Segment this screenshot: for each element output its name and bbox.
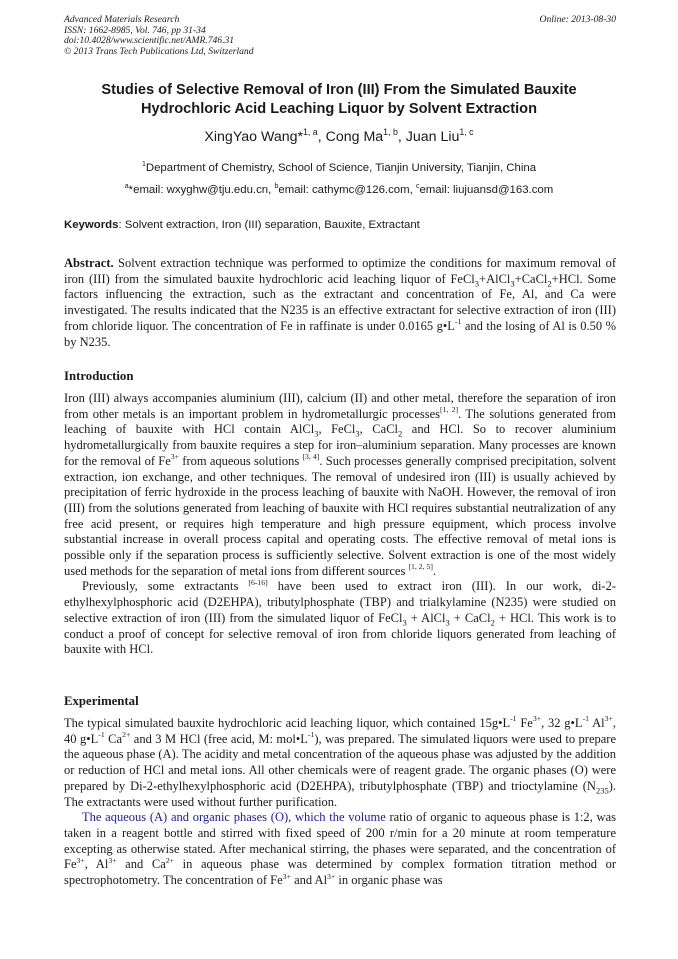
text-run: from aqueous solutions bbox=[179, 453, 303, 468]
text-run: have been used to extract iron (III). In our work, di-2-ethylhexylphosphoric acid (D2EHPA), tributylphosphate (TBP) and trialkylamine (N235) were studied on selective extraction of iron (III) from the simulated liquor of FeCl bbox=[64, 579, 616, 625]
text-run: + AlCl bbox=[406, 610, 446, 625]
superscript: 3+ bbox=[170, 452, 180, 462]
subscript: 3 bbox=[314, 428, 319, 439]
text-run: The typical simulated bauxite hydrochloric acid leaching liquor, which contained 15g•L bbox=[64, 716, 511, 730]
subscript: 2 bbox=[398, 428, 403, 439]
text-run: Fe bbox=[516, 716, 533, 730]
section-heading-experimental: Experimental bbox=[64, 694, 139, 708]
text-run: and Ca bbox=[116, 857, 166, 872]
keywords bbox=[64, 219, 616, 231]
text-run: . The solutions generated from leaching of bauxite with HCl contain AlCl bbox=[64, 406, 616, 437]
citation: [1, 2, 5] bbox=[408, 562, 434, 572]
author-2-affil: 1, b bbox=[383, 126, 398, 137]
email-marker-a: a bbox=[124, 182, 129, 190]
text-run: Iron (III) always accompanies aluminium (III), calcium (II) and other metal, therefore the separation of iron from other metals is an important problem in hydrometallurgic processes bbox=[64, 391, 616, 421]
superscript: 3+ bbox=[604, 714, 613, 724]
citation: [6-16] bbox=[248, 577, 268, 587]
author-2: Cong Ma bbox=[325, 129, 384, 145]
text-run: in aqueous phase was determined by complex formation titration method or spectrophotometry. The concentration of Fe bbox=[64, 857, 616, 888]
text-run: ). The extractants were used without further purification. bbox=[64, 778, 616, 809]
text-run: Ca bbox=[104, 731, 123, 746]
abstract-text: +HCl. Some factors influencing the extraction, such as the extractant and concentration of Fe, Al, and Ca were investigated. The results indicated that the N235 is an effective extractant for selective extraction of iron (III) from chloride liquor. The concentration of Fe in raffinate is under 0.0165 g•L bbox=[64, 271, 616, 333]
text-run: and Al bbox=[290, 873, 328, 888]
author-list bbox=[60, 126, 618, 145]
superscript: 3+ bbox=[108, 855, 117, 865]
author-separator: , bbox=[317, 129, 326, 145]
citation: [3, 4] bbox=[302, 452, 320, 462]
subscript: 3 bbox=[402, 617, 407, 628]
text-run: ratio of organic to aqueous phase is 1:2, was taken in a reagent bottle and stirred with fixed speed of 200 r/min for a 20 minute at room temperature excepting as otherwise stated. After mechanical stirring, the phases were separated, and the concentration of Fe bbox=[64, 810, 616, 872]
abstract-text: +CaCl bbox=[514, 271, 548, 286]
keywords-text: : Solvent extraction, Iron (III) separation, Bauxite, Extractant bbox=[118, 219, 420, 231]
text-run: . Such processes generally comprised precipitation, solvent extraction, ion exchange, and other techniques. The removal of undesired iron (III) is usually achieved by precipitation of ferric hydroxide in the process leaching of bauxite with NaOH. However, the removal of iron (III) from the solutions generated from leaching of bauxite with HCl requires substantial neutralization of any free acid present, or requires high temperature and high pressure equipment, which process involve substantial increase in overall process capital and operating costs. The effective removal of metal ions is possible only if the separation process is sufficiently selective. Solvent extraction is one of the most widely used methods for the separation of metal ions from different sources bbox=[64, 453, 616, 578]
superscript: -1 bbox=[510, 714, 517, 724]
abstract-label: Abstract. bbox=[64, 256, 114, 270]
subscript: 2 bbox=[490, 617, 495, 628]
text-run: + CaCl bbox=[449, 610, 491, 625]
subscript: 3 bbox=[474, 278, 480, 289]
affiliation bbox=[60, 162, 618, 174]
citation: [1, 2] bbox=[440, 405, 459, 415]
abstract-text: and the losing of Al is 0.50 % by N235. bbox=[64, 318, 616, 349]
email-2: email: cathymc@126.com, bbox=[278, 184, 416, 196]
intro-paragraph-2 bbox=[64, 579, 616, 658]
text-run: and 3 M HCl (free acid, M: mol•L bbox=[130, 731, 308, 746]
subscript: 235 bbox=[595, 785, 609, 796]
abstract-text: +AlCl bbox=[479, 271, 511, 286]
text-run: The aqueous (A) and organic phases (O), which the bbox=[82, 810, 349, 825]
text-run: Al bbox=[589, 716, 605, 730]
affiliation-text: Department of Chemistry, School of Science, Tianjin University, Tianjin, China bbox=[145, 162, 537, 174]
superscript: 3+ bbox=[327, 871, 336, 881]
superscript: 2+ bbox=[122, 730, 131, 740]
author-3: Juan Liu bbox=[405, 129, 460, 145]
intro-paragraph-1 bbox=[64, 391, 616, 579]
superscript: -1 bbox=[98, 730, 105, 740]
author-1: XingYao Wang* bbox=[204, 129, 304, 145]
paper-title bbox=[60, 81, 618, 119]
author-separator: , bbox=[397, 129, 406, 145]
subscript: 2 bbox=[547, 278, 552, 289]
issn-line: ISSN: 1662-8985, Vol. 746, pp 31-34 bbox=[64, 24, 206, 36]
superscript: -1 bbox=[582, 714, 590, 724]
subscript: 3 bbox=[355, 428, 360, 439]
superscript: 2+ bbox=[165, 855, 174, 865]
superscript: 3+ bbox=[76, 855, 85, 865]
text-run: , 40 g•L bbox=[64, 716, 617, 746]
exp-paragraph-1 bbox=[64, 716, 616, 810]
email-3: email: liujuansd@163.com bbox=[419, 184, 554, 196]
journal-name: Advanced Materials Research bbox=[64, 14, 180, 25]
subscript: 3 bbox=[445, 617, 450, 628]
text-run: ), was prepared. The simulated liquors were used to prepare the aqueous phase (A). The acidity and metal concentration of the aqueous phase was adjusted by the addition or reduction of HCl and metal ions. All other chemicals were of reagent grade. The organic phases (O) were prepared by Di-2-ethylhexylphosphoric acid (D2EHPA), tributylphosphate (TBP) and trioctylamine (N bbox=[64, 731, 617, 793]
text-run: , Al bbox=[84, 857, 109, 872]
superscript: -1 bbox=[454, 317, 462, 327]
introduction-body bbox=[64, 391, 616, 658]
author-1-affil: 1, a bbox=[303, 126, 318, 137]
text-run: Previously, some extractants bbox=[82, 579, 249, 594]
text-run: , 32 g•L bbox=[541, 716, 583, 730]
text-run: in organic phase was bbox=[335, 873, 443, 888]
text-run: volume bbox=[348, 810, 386, 825]
text-run: + HCl. This work is to conduct a proof of concept for selective removal of iron from chloride liquors generated from leaching of bauxite with HCl. bbox=[64, 610, 616, 657]
abstract bbox=[64, 256, 616, 350]
section-heading-introduction: Introduction bbox=[64, 369, 134, 383]
email-1: *email: wxyghw@tju.edu.cn, bbox=[128, 184, 275, 196]
affiliation-marker: 1 bbox=[141, 160, 146, 168]
title-line-2: Hydrochloric Acid Leaching Liquor by Solvent Extraction bbox=[141, 101, 537, 117]
text-run: , CaCl bbox=[359, 422, 399, 437]
experimental-body bbox=[64, 716, 616, 889]
journal-header bbox=[64, 15, 616, 57]
subscript: 3 bbox=[510, 278, 515, 289]
abstract-text: Solvent extraction technique was performed to optimize the conditions for maximum removal of iron (III) from the simulated bauxite hydrochloric acid leaching liquor of FeCl bbox=[64, 256, 616, 286]
keywords-label: Keywords bbox=[64, 219, 119, 231]
title-line-1: Studies of Selective Removal of Iron (III) From the Simulated Bauxite bbox=[101, 82, 577, 98]
author-3-affil: 1, c bbox=[459, 126, 474, 137]
doi-line: doi:10.4028/www.scientific.net/AMR.746.31 bbox=[64, 35, 235, 47]
text-run: . bbox=[433, 563, 437, 578]
exp-paragraph-2 bbox=[64, 810, 616, 889]
email-marker-c: c bbox=[415, 182, 420, 190]
email-line bbox=[60, 184, 618, 196]
superscript: 3+ bbox=[532, 714, 542, 724]
email-marker-b: b bbox=[274, 182, 279, 190]
online-date: Online: 2013-08-30 bbox=[539, 14, 616, 25]
copyright-line: © 2013 Trans Tech Publications Ltd, Switzerland bbox=[64, 45, 254, 57]
superscript: 3+ bbox=[282, 871, 291, 881]
text-run: , FeCl bbox=[318, 422, 356, 437]
text-run: and HCl. So to recover aluminium hydrometallurgically from bauxite requires a step for iron–aluminium separation. Many processes are known for the removal of Fe bbox=[64, 422, 616, 468]
superscript: -1 bbox=[307, 730, 315, 740]
